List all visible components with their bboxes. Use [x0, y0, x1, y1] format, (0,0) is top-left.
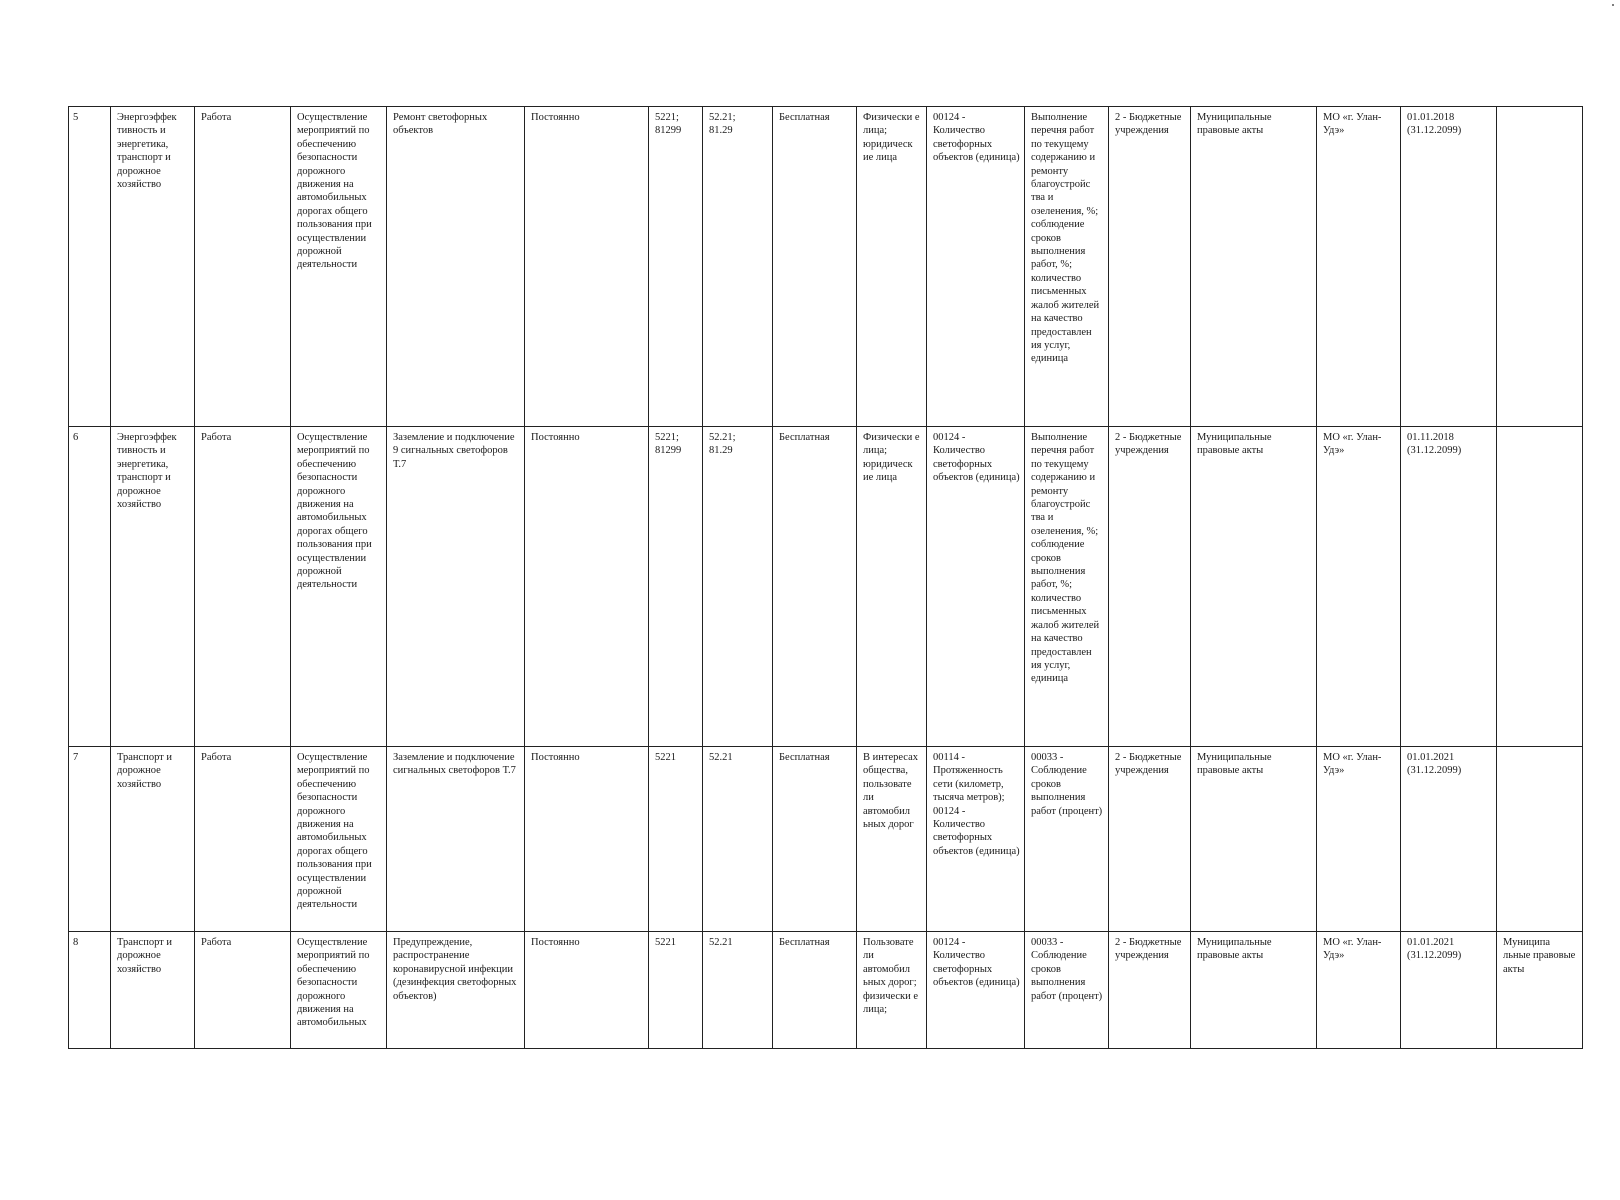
- type-cell: Работа: [195, 932, 291, 1049]
- content-cell: Заземление и подключение сигнальных светофоров Т.7: [387, 747, 525, 932]
- okved-cell: 52.21: [703, 932, 773, 1049]
- registry-table: [68, 106, 1583, 1049]
- content-cell: Ремонт светофорных объектов: [387, 107, 525, 427]
- table-row: [69, 107, 1583, 427]
- dates-cell: 01.01.2021 (31.12.2099): [1401, 747, 1497, 932]
- consumers-cell: Физически е лица; юридическ ие лица: [857, 427, 927, 747]
- activity-cell: Осуществление мероприятий по обеспечению безопасности дорожного движения на автомобильных: [291, 932, 387, 1049]
- okpd-cell: 5221: [649, 747, 703, 932]
- okpd-cell: 5221; 81299: [649, 107, 703, 427]
- quality-indicator-cell: Выполнение перечня работ по текущему содержанию и ремонту благоустройс тва и озеленения, %; соблюдение сроков выполнения работ, %; количество письменных жалоб жителей на качество предоставлен ия услуг, единица: [1025, 427, 1109, 747]
- period-cell: Постоянно: [525, 932, 649, 1049]
- activity-cell: Осуществление мероприятий по обеспечению безопасности дорожного движения на автомобильных дорогах общего пользования при осуществлении дорожной деятельности: [291, 747, 387, 932]
- consumers-cell: Физически е лица; юридическ ие лица: [857, 107, 927, 427]
- type-cell: Работа: [195, 107, 291, 427]
- institution-type-cell: 2 - Бюджетные учреждения: [1109, 747, 1191, 932]
- quality-indicator-cell: 00033 - Соблюдение сроков выполнения работ (процент): [1025, 932, 1109, 1049]
- extra-cell: [1497, 747, 1583, 932]
- legal-basis-cell: Муниципальные правовые акты: [1191, 747, 1317, 932]
- extra-cell: Муниципа льные правовые акты: [1497, 932, 1583, 1049]
- sphere-cell: Транспорт и дорожное хозяйство: [111, 932, 195, 1049]
- sphere-cell: Энергоэффек тивность и энергетика, транспорт и дорожное хозяйство: [111, 107, 195, 427]
- quality-indicator-cell: Выполнение перечня работ по текущему содержанию и ремонту благоустройс тва и озеленения, %; соблюдение сроков выполнения работ, %; количество письменных жалоб жителей на качество предоставлен ия услуг, единица: [1025, 107, 1109, 427]
- volume-indicator-cell: 00114 - Протяженность сети (километр, тысяча метров); 00124 - Количество светофорных объектов (единица): [927, 747, 1025, 932]
- extra-cell: [1497, 427, 1583, 747]
- founder-cell: МО «г. Улан-Удэ»: [1317, 427, 1401, 747]
- dates-cell: 01.01.2018 (31.12.2099): [1401, 107, 1497, 427]
- type-cell: Работа: [195, 427, 291, 747]
- institution-type-cell: 2 - Бюджетные учреждения: [1109, 932, 1191, 1049]
- table-row: [69, 747, 1583, 932]
- volume-indicator-cell: 00124 - Количество светофорных объектов (единица): [927, 107, 1025, 427]
- payment-cell: Бесплатная: [773, 747, 857, 932]
- founder-cell: МО «г. Улан-Удэ»: [1317, 747, 1401, 932]
- table-row: [69, 427, 1583, 747]
- type-cell: Работа: [195, 747, 291, 932]
- dates-cell: 01.01.2021 (31.12.2099): [1401, 932, 1497, 1049]
- legal-basis-cell: Муниципальные правовые акты: [1191, 107, 1317, 427]
- institution-type-cell: 2 - Бюджетные учреждения: [1109, 427, 1191, 747]
- dates-cell: 01.11.2018 (31.12.2099): [1401, 427, 1497, 747]
- row-number: 5: [69, 107, 111, 427]
- consumers-cell: Пользовате ли автомобил ьных дорог; физически е лица;: [857, 932, 927, 1049]
- period-cell: Постоянно: [525, 427, 649, 747]
- founder-cell: МО «г. Улан-Удэ»: [1317, 107, 1401, 427]
- row-number: 7: [69, 747, 111, 932]
- okved-cell: 52.21: [703, 747, 773, 932]
- period-cell: Постоянно: [525, 107, 649, 427]
- volume-indicator-cell: 00124 - Количество светофорных объектов (единица): [927, 427, 1025, 747]
- row-number: 8: [69, 932, 111, 1049]
- okpd-cell: 5221; 81299: [649, 427, 703, 747]
- table-row: [69, 932, 1583, 1049]
- legal-basis-cell: Муниципальные правовые акты: [1191, 932, 1317, 1049]
- scan-artifact-dot: [1612, 4, 1614, 6]
- founder-cell: МО «г. Улан-Удэ»: [1317, 932, 1401, 1049]
- content-cell: Предупреждение, распространение коронавирусной инфекции (дезинфекция светофорных объектов): [387, 932, 525, 1049]
- payment-cell: Бесплатная: [773, 427, 857, 747]
- okpd-cell: 5221: [649, 932, 703, 1049]
- row-number: 6: [69, 427, 111, 747]
- sphere-cell: Транспорт и дорожное хозяйство: [111, 747, 195, 932]
- okved-cell: 52.21; 81.29: [703, 107, 773, 427]
- activity-cell: Осуществление мероприятий по обеспечению безопасности дорожного движения на автомобильных дорогах общего пользования при осуществлении дорожной деятельности: [291, 107, 387, 427]
- consumers-cell: В интересах общества, пользовате ли автомобил ьных дорог: [857, 747, 927, 932]
- period-cell: Постоянно: [525, 747, 649, 932]
- sphere-cell: Энергоэффек тивность и энергетика, транспорт и дорожное хозяйство: [111, 427, 195, 747]
- okved-cell: 52.21; 81.29: [703, 427, 773, 747]
- extra-cell: [1497, 107, 1583, 427]
- quality-indicator-cell: 00033 - Соблюдение сроков выполнения работ (процент): [1025, 747, 1109, 932]
- activity-cell: Осуществление мероприятий по обеспечению безопасности дорожного движения на автомобильных дорогах общего пользования при осуществлении дорожной деятельности: [291, 427, 387, 747]
- institution-type-cell: 2 - Бюджетные учреждения: [1109, 107, 1191, 427]
- legal-basis-cell: Муниципальные правовые акты: [1191, 427, 1317, 747]
- payment-cell: Бесплатная: [773, 107, 857, 427]
- payment-cell: Бесплатная: [773, 932, 857, 1049]
- volume-indicator-cell: 00124 - Количество светофорных объектов (единица): [927, 932, 1025, 1049]
- content-cell: Заземление и подключение 9 сигнальных светофоров Т.7: [387, 427, 525, 747]
